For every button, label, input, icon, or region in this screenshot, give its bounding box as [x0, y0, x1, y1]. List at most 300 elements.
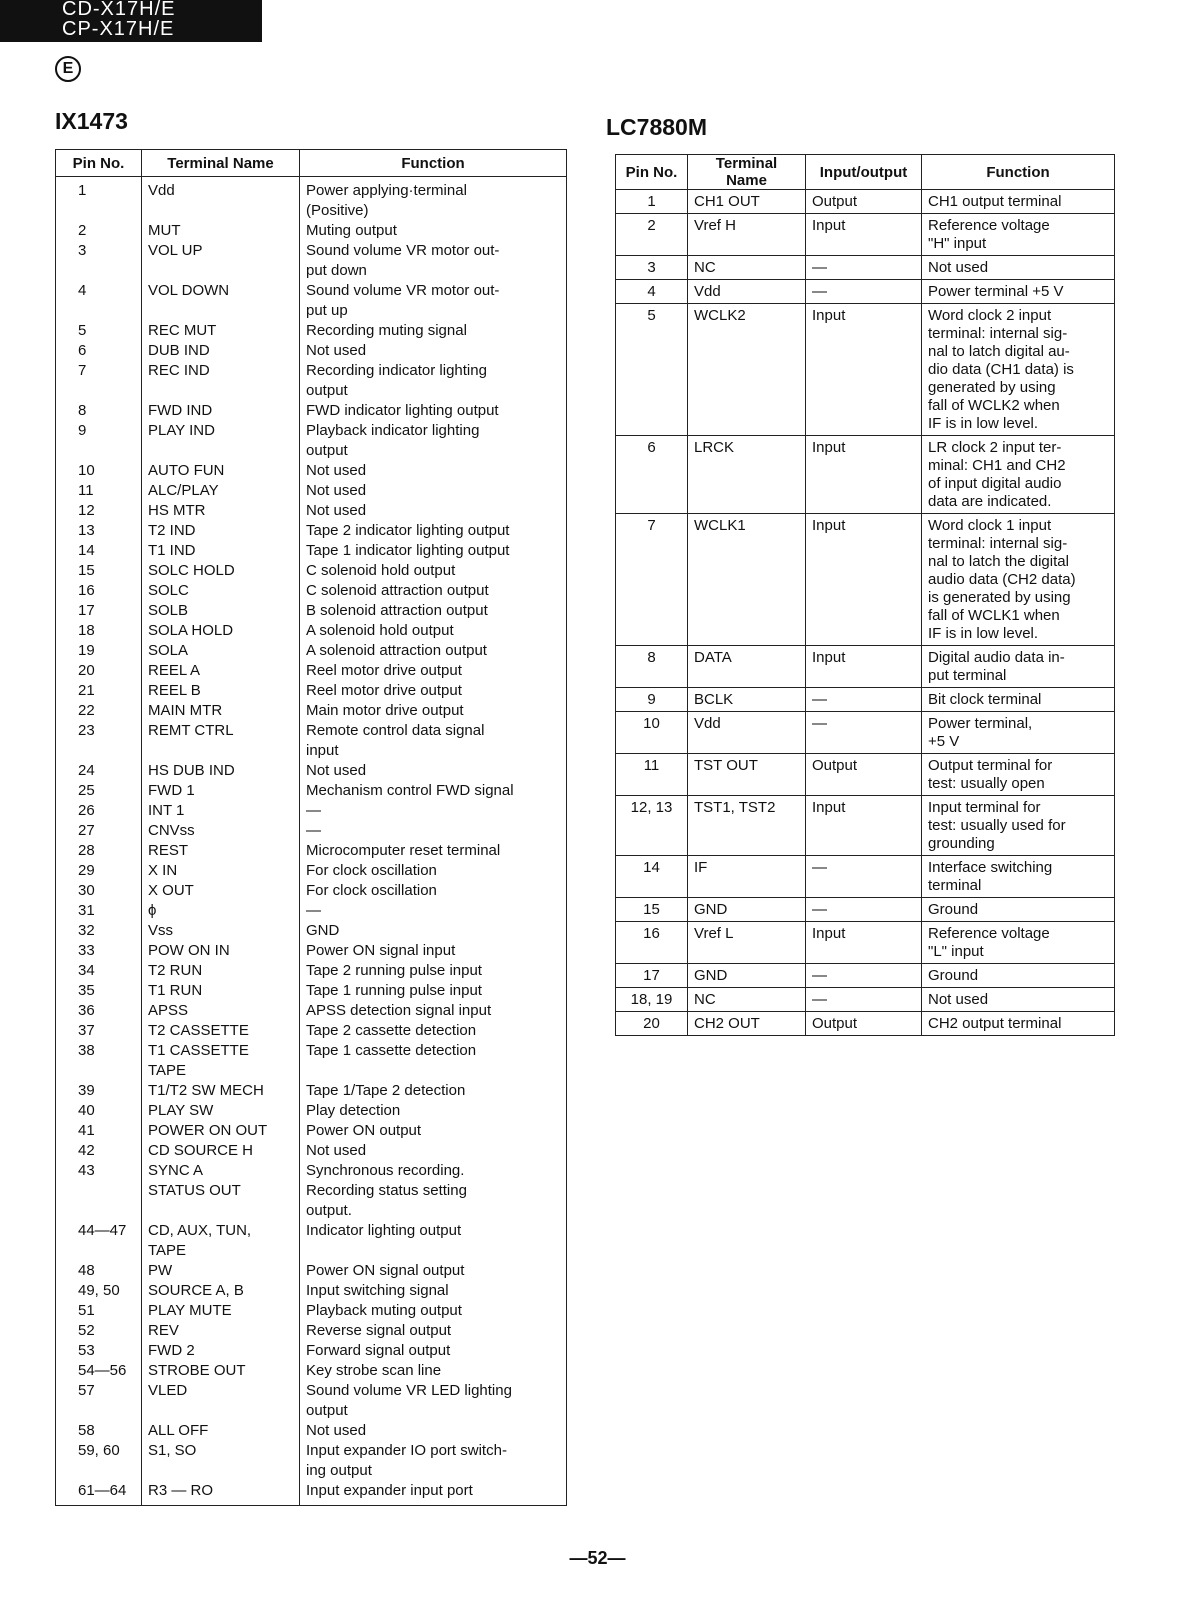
- input-output: Input: [806, 646, 922, 688]
- pin-number: 16: [56, 581, 142, 601]
- function-description: Reference voltage "H" input: [922, 214, 1115, 256]
- terminal-name: APSS: [142, 1001, 300, 1021]
- function-description: Input expander input port: [300, 1481, 567, 1506]
- function-description: Power applying·terminal (Positive): [300, 177, 567, 222]
- pin-number: 31: [56, 901, 142, 921]
- pin-number: 6: [616, 436, 688, 514]
- input-output: Input: [806, 214, 922, 256]
- terminal-name: STROBE OUT: [142, 1361, 300, 1381]
- terminal-name: VOL DOWN: [142, 281, 300, 321]
- terminal-name: INT 1: [142, 801, 300, 821]
- terminal-name: ALL OFF: [142, 1421, 300, 1441]
- table-row: [56, 761, 567, 781]
- terminal-name: PLAY MUTE: [142, 1301, 300, 1321]
- function-description: C solenoid hold output: [300, 561, 567, 581]
- terminal-name: ϕ: [142, 901, 300, 921]
- pin-number: 21: [56, 681, 142, 701]
- lc7880m-header-row: [616, 155, 1115, 190]
- function-description: Not used: [300, 1141, 567, 1161]
- terminal-name: HS DUB IND: [142, 761, 300, 781]
- terminal-name: GND: [688, 898, 806, 922]
- pin-number: 12: [56, 501, 142, 521]
- table-row: [56, 841, 567, 861]
- input-output: —: [806, 964, 922, 988]
- model-line-2: CP-X17H/E: [62, 18, 175, 40]
- input-output: —: [806, 898, 922, 922]
- input-output: Input: [806, 922, 922, 964]
- pin-number: 5: [616, 304, 688, 436]
- table-row: [56, 281, 567, 321]
- function-description: Sound volume VR motor out- put down: [300, 241, 567, 281]
- pin-number: 3: [616, 256, 688, 280]
- pin-number: 35: [56, 981, 142, 1001]
- pin-number: 30: [56, 881, 142, 901]
- column-header-pin-no: Pin No.: [616, 155, 688, 190]
- table-row: [616, 256, 1115, 280]
- function-description: Play detection: [300, 1101, 567, 1121]
- pin-number: 2: [56, 221, 142, 241]
- function-description: Word clock 2 input terminal: internal sig- nal to latch digital au- dio data (CH1 data) is generated by using fall of WCLK2 when IF is in low level.: [922, 304, 1115, 436]
- terminal-name: FWD 2: [142, 1341, 300, 1361]
- function-description: Input expander IO port switch- ing output: [300, 1441, 567, 1481]
- terminal-name: T1 CASSETTE TAPE: [142, 1041, 300, 1081]
- table-row: [56, 1441, 567, 1481]
- function-description: Tape 2 cassette detection: [300, 1021, 567, 1041]
- pin-number: 15: [56, 561, 142, 581]
- column-header-function: Function: [922, 155, 1115, 190]
- terminal-name: FWD IND: [142, 401, 300, 421]
- lc7880m-title: LC7880M: [606, 114, 707, 140]
- terminal-name: MUT: [142, 221, 300, 241]
- table-row: [56, 781, 567, 801]
- terminal-name: DUB IND: [142, 341, 300, 361]
- terminal-name: NC: [688, 988, 806, 1012]
- function-description: GND: [300, 921, 567, 941]
- terminal-name: S1, SO: [142, 1441, 300, 1481]
- pin-number: 51: [56, 1301, 142, 1321]
- table-row: [56, 1141, 567, 1161]
- function-description: Tape 2 running pulse input: [300, 961, 567, 981]
- pin-number: 53: [56, 1341, 142, 1361]
- pin-number: 4: [616, 280, 688, 304]
- pin-number: 9: [56, 421, 142, 461]
- function-description: Mechanism control FWD signal: [300, 781, 567, 801]
- table-row: [56, 1341, 567, 1361]
- terminal-name: WCLK2: [688, 304, 806, 436]
- function-description: Power terminal +5 V: [922, 280, 1115, 304]
- function-description: Forward signal output: [300, 1341, 567, 1361]
- terminal-name: SOLA HOLD: [142, 621, 300, 641]
- function-description: Ground: [922, 898, 1115, 922]
- pin-number: 57: [56, 1381, 142, 1421]
- column-header-pin-no: Pin No.: [56, 150, 142, 177]
- terminal-name: REV: [142, 1321, 300, 1341]
- terminal-name: REMT CTRL: [142, 721, 300, 761]
- function-description: —: [300, 901, 567, 921]
- function-description: Not used: [300, 1421, 567, 1441]
- pin-number: 43: [56, 1161, 142, 1221]
- input-output: Output: [806, 754, 922, 796]
- table-row: [56, 521, 567, 541]
- pin-number: 52: [56, 1321, 142, 1341]
- pin-number: 61—64: [56, 1481, 142, 1506]
- table-row: [56, 861, 567, 881]
- terminal-name: BCLK: [688, 688, 806, 712]
- function-description: Not used: [300, 761, 567, 781]
- pin-number: 41: [56, 1121, 142, 1141]
- terminal-name: PLAY SW: [142, 1101, 300, 1121]
- pin-number: 11: [56, 481, 142, 501]
- input-output: —: [806, 256, 922, 280]
- pin-number: 58: [56, 1421, 142, 1441]
- table-row: [56, 821, 567, 841]
- pin-number: 17: [616, 964, 688, 988]
- function-description: Tape 1 running pulse input: [300, 981, 567, 1001]
- terminal-name: REEL B: [142, 681, 300, 701]
- function-description: Tape 1 indicator lighting output: [300, 541, 567, 561]
- pin-number: 36: [56, 1001, 142, 1021]
- table-row: [616, 190, 1115, 214]
- pin-number: 18, 19: [616, 988, 688, 1012]
- function-description: —: [300, 801, 567, 821]
- function-description: Sound volume VR motor out- put up: [300, 281, 567, 321]
- terminal-name: VOL UP: [142, 241, 300, 281]
- pin-number: 22: [56, 701, 142, 721]
- ix1473-pin-table: [55, 149, 567, 1506]
- function-description: Indicator lighting output: [300, 1221, 567, 1261]
- pin-number: 32: [56, 921, 142, 941]
- function-description: Not used: [922, 256, 1115, 280]
- table-row: [616, 688, 1115, 712]
- pin-number: 19: [56, 641, 142, 661]
- pin-number: 5: [56, 321, 142, 341]
- terminal-name: PLAY IND: [142, 421, 300, 461]
- pin-number: 27: [56, 821, 142, 841]
- table-row: [616, 436, 1115, 514]
- pin-number: 15: [616, 898, 688, 922]
- table-row: [56, 1321, 567, 1341]
- terminal-name: SOLA: [142, 641, 300, 661]
- function-description: CH2 output terminal: [922, 1012, 1115, 1036]
- table-row: [56, 561, 567, 581]
- terminal-name: AUTO FUN: [142, 461, 300, 481]
- column-header-function: Function: [300, 150, 567, 177]
- table-row: [616, 964, 1115, 988]
- table-row: [56, 1261, 567, 1281]
- pin-number: 24: [56, 761, 142, 781]
- table-row: [616, 796, 1115, 856]
- region-badge: E: [55, 56, 81, 82]
- pin-number: 42: [56, 1141, 142, 1161]
- pin-number: 29: [56, 861, 142, 881]
- model-number-block: [0, 0, 262, 42]
- table-row: [56, 901, 567, 921]
- table-row: [616, 214, 1115, 256]
- pin-number: 10: [56, 461, 142, 481]
- table-row: [56, 481, 567, 501]
- terminal-name: CH1 OUT: [688, 190, 806, 214]
- table-row: [616, 898, 1115, 922]
- function-description: Output terminal for test: usually open: [922, 754, 1115, 796]
- terminal-name: PW: [142, 1261, 300, 1281]
- table-row: [56, 941, 567, 961]
- table-row: [56, 721, 567, 761]
- function-description: Microcomputer reset terminal: [300, 841, 567, 861]
- terminal-name: SOURCE A, B: [142, 1281, 300, 1301]
- pin-number: 44—47: [56, 1221, 142, 1261]
- pin-number: 3: [56, 241, 142, 281]
- terminal-name: T1 RUN: [142, 981, 300, 1001]
- table-row: [56, 241, 567, 281]
- pin-number: 23: [56, 721, 142, 761]
- terminal-name: Vref H: [688, 214, 806, 256]
- pin-number: 25: [56, 781, 142, 801]
- function-description: Main motor drive output: [300, 701, 567, 721]
- function-description: Ground: [922, 964, 1115, 988]
- table-row: [56, 1221, 567, 1261]
- model-line-1: CD-X17H/E: [62, 0, 176, 20]
- input-output: Output: [806, 190, 922, 214]
- terminal-name: Vdd: [142, 177, 300, 222]
- table-row: [56, 1081, 567, 1101]
- function-description: FWD indicator lighting output: [300, 401, 567, 421]
- input-output: —: [806, 280, 922, 304]
- function-description: C solenoid attraction output: [300, 581, 567, 601]
- page-number: —52—: [569, 1548, 626, 1568]
- function-description: Input switching signal: [300, 1281, 567, 1301]
- pin-number: 28: [56, 841, 142, 861]
- terminal-name: GND: [688, 964, 806, 988]
- table-row: [616, 754, 1115, 796]
- terminal-name: LRCK: [688, 436, 806, 514]
- pin-number: 4: [56, 281, 142, 321]
- input-output: —: [806, 688, 922, 712]
- terminal-name: IF: [688, 856, 806, 898]
- pin-number: 13: [56, 521, 142, 541]
- terminal-name: REC IND: [142, 361, 300, 401]
- terminal-name: TST OUT: [688, 754, 806, 796]
- pin-number: 17: [56, 601, 142, 621]
- table-row: [56, 1001, 567, 1021]
- terminal-name: REEL A: [142, 661, 300, 681]
- function-description: Reverse signal output: [300, 1321, 567, 1341]
- terminal-name: Vref L: [688, 922, 806, 964]
- function-description: Not used: [300, 461, 567, 481]
- pin-number: 49, 50: [56, 1281, 142, 1301]
- terminal-name: SOLC HOLD: [142, 561, 300, 581]
- table-row: [56, 981, 567, 1001]
- pin-number: 16: [616, 922, 688, 964]
- function-description: For clock oscillation: [300, 881, 567, 901]
- table-row: [616, 988, 1115, 1012]
- table-row: [56, 1021, 567, 1041]
- table-row: [56, 221, 567, 241]
- terminal-name: X OUT: [142, 881, 300, 901]
- function-description: Tape 1 cassette detection: [300, 1041, 567, 1081]
- terminal-name: T1 IND: [142, 541, 300, 561]
- terminal-name: X IN: [142, 861, 300, 881]
- table-row: [56, 461, 567, 481]
- function-description: Word clock 1 input terminal: internal sig- nal to latch the digital audio data (CH2 data) is generated by using fall of WCLK1 when IF is in low level.: [922, 514, 1115, 646]
- function-description: Power ON signal output: [300, 1261, 567, 1281]
- pin-number: 39: [56, 1081, 142, 1101]
- ix1473-title: IX1473: [55, 108, 128, 134]
- function-description: Key strobe scan line: [300, 1361, 567, 1381]
- table-row: [56, 541, 567, 561]
- function-description: Tape 2 indicator lighting output: [300, 521, 567, 541]
- terminal-name: T1/T2 SW MECH: [142, 1081, 300, 1101]
- pin-number: 1: [56, 177, 142, 222]
- table-row: [56, 1481, 567, 1506]
- terminal-name: WCLK1: [688, 514, 806, 646]
- pin-number: 48: [56, 1261, 142, 1281]
- table-row: [56, 1301, 567, 1321]
- pin-number: 8: [56, 401, 142, 421]
- function-description: Recording indicator lighting output: [300, 361, 567, 401]
- terminal-name: SYNC A STATUS OUT: [142, 1161, 300, 1221]
- pin-number: 8: [616, 646, 688, 688]
- table-row: [56, 681, 567, 701]
- table-row: [56, 581, 567, 601]
- table-row: [56, 961, 567, 981]
- function-description: Reference voltage "L" input: [922, 922, 1115, 964]
- input-output: —: [806, 856, 922, 898]
- function-description: Muting output: [300, 221, 567, 241]
- function-description: Not used: [300, 501, 567, 521]
- table-row: [56, 401, 567, 421]
- terminal-name: T2 CASSETTE: [142, 1021, 300, 1041]
- pin-number: 20: [56, 661, 142, 681]
- table-row: [56, 1421, 567, 1441]
- table-row: [56, 1101, 567, 1121]
- function-description: Input terminal for test: usually used for grounding: [922, 796, 1115, 856]
- table-row: [616, 712, 1115, 754]
- function-description: Tape 1/Tape 2 detection: [300, 1081, 567, 1101]
- terminal-name: NC: [688, 256, 806, 280]
- function-description: —: [300, 821, 567, 841]
- function-description: Remote control data signal input: [300, 721, 567, 761]
- function-description: Playback indicator lighting output: [300, 421, 567, 461]
- terminal-name: T2 IND: [142, 521, 300, 541]
- pin-number: 10: [616, 712, 688, 754]
- terminal-name: Vss: [142, 921, 300, 941]
- function-description: A solenoid attraction output: [300, 641, 567, 661]
- function-description: Not used: [922, 988, 1115, 1012]
- column-header-terminal-name: Terminal Name: [688, 155, 806, 190]
- terminal-name: VLED: [142, 1381, 300, 1421]
- function-description: Recording muting signal: [300, 321, 567, 341]
- pin-number: 14: [616, 856, 688, 898]
- pin-number: 6: [56, 341, 142, 361]
- input-output: Input: [806, 304, 922, 436]
- function-description: For clock oscillation: [300, 861, 567, 881]
- terminal-name: TST1, TST2: [688, 796, 806, 856]
- function-description: Not used: [300, 341, 567, 361]
- table-row: [56, 1121, 567, 1141]
- table-row: [616, 856, 1115, 898]
- pin-number: 33: [56, 941, 142, 961]
- table-row: [616, 1012, 1115, 1036]
- table-row: [56, 501, 567, 521]
- terminal-name: R3 — RO: [142, 1481, 300, 1506]
- pin-number: 34: [56, 961, 142, 981]
- terminal-name: Vdd: [688, 280, 806, 304]
- table-row: [56, 177, 567, 222]
- function-description: Power ON signal input: [300, 941, 567, 961]
- pin-number: 9: [616, 688, 688, 712]
- table-row: [616, 280, 1115, 304]
- table-row: [56, 641, 567, 661]
- function-description: Reel motor drive output: [300, 661, 567, 681]
- table-row: [56, 801, 567, 821]
- terminal-name: SOLC: [142, 581, 300, 601]
- terminal-name: T2 RUN: [142, 961, 300, 981]
- table-row: [56, 361, 567, 401]
- pin-number: 11: [616, 754, 688, 796]
- input-output: —: [806, 712, 922, 754]
- table-row: [56, 1041, 567, 1081]
- function-description: Bit clock terminal: [922, 688, 1115, 712]
- terminal-name: FWD 1: [142, 781, 300, 801]
- pin-number: 59, 60: [56, 1441, 142, 1481]
- function-description: APSS detection signal input: [300, 1001, 567, 1021]
- table-row: [616, 514, 1115, 646]
- pin-number: 18: [56, 621, 142, 641]
- table-row: [56, 1361, 567, 1381]
- table-row: [56, 921, 567, 941]
- pin-number: 40: [56, 1101, 142, 1121]
- function-description: B solenoid attraction output: [300, 601, 567, 621]
- pin-number: 7: [616, 514, 688, 646]
- function-description: Sound volume VR LED lighting output: [300, 1381, 567, 1421]
- function-description: CH1 output terminal: [922, 190, 1115, 214]
- table-row: [616, 922, 1115, 964]
- function-description: LR clock 2 input ter- minal: CH1 and CH2 of input digital audio data are indicated.: [922, 436, 1115, 514]
- function-description: Reel motor drive output: [300, 681, 567, 701]
- terminal-name: DATA: [688, 646, 806, 688]
- table-row: [56, 701, 567, 721]
- table-row: [56, 601, 567, 621]
- pin-number: 37: [56, 1021, 142, 1041]
- table-row: [56, 421, 567, 461]
- ix1473-header-row: [56, 150, 567, 177]
- input-output: —: [806, 988, 922, 1012]
- table-row: [616, 304, 1115, 436]
- terminal-name: MAIN MTR: [142, 701, 300, 721]
- function-description: Playback muting output: [300, 1301, 567, 1321]
- terminal-name: REST: [142, 841, 300, 861]
- input-output: Input: [806, 514, 922, 646]
- function-description: Synchronous recording. Recording status setting output.: [300, 1161, 567, 1221]
- pin-number: 54—56: [56, 1361, 142, 1381]
- function-description: A solenoid hold output: [300, 621, 567, 641]
- terminal-name: REC MUT: [142, 321, 300, 341]
- pin-number: 2: [616, 214, 688, 256]
- terminal-name: CD SOURCE H: [142, 1141, 300, 1161]
- table-row: [616, 646, 1115, 688]
- table-row: [56, 341, 567, 361]
- column-header-terminal-name: Terminal Name: [142, 150, 300, 177]
- function-description: Not used: [300, 481, 567, 501]
- terminal-name: HS MTR: [142, 501, 300, 521]
- function-description: Interface switching terminal: [922, 856, 1115, 898]
- terminal-name: POW ON IN: [142, 941, 300, 961]
- column-header-input-output: Input/output: [806, 155, 922, 190]
- pin-number: 26: [56, 801, 142, 821]
- terminal-name: POWER ON OUT: [142, 1121, 300, 1141]
- pin-number: 7: [56, 361, 142, 401]
- pin-number: 1: [616, 190, 688, 214]
